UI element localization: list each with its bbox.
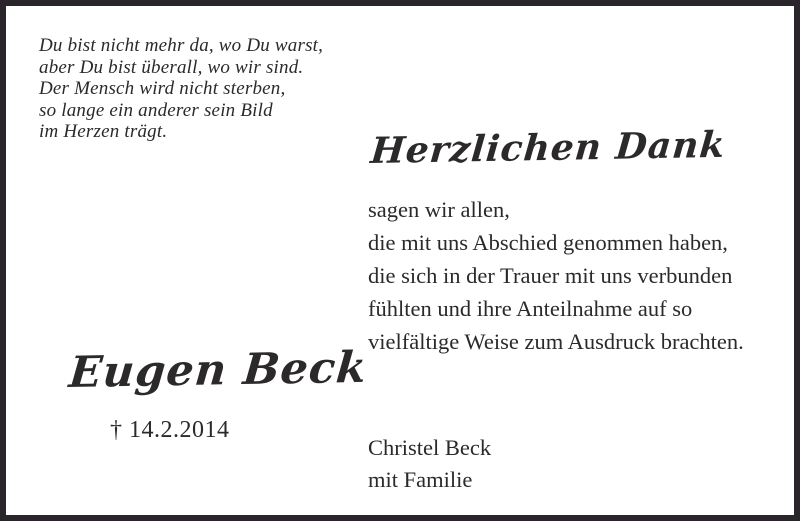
thanks-line: die mit uns Abschied genommen haben, [368, 230, 728, 255]
poem-line: im Herzen trägt. [39, 121, 168, 142]
signature-block [368, 432, 491, 496]
poem-line: Du bist nicht mehr da, wo Du warst, [39, 35, 324, 56]
thanks-line: vielfältige Weise zum Ausdruck brachten. [368, 329, 744, 354]
death-date: † 14.2.2014 [110, 417, 230, 443]
thanks-line: sagen wir allen, [368, 197, 510, 222]
poem-line: aber Du bist überall, wo wir sind. [39, 56, 304, 78]
deceased-name: Eugen Beck [67, 342, 370, 398]
poem-line: so lange ein anderer sein Bild [39, 99, 273, 121]
signature-line: mit Familie [368, 467, 473, 492]
thanks-line: die sich in der Trauer mit uns verbunden [368, 263, 733, 288]
headline-herzlichen-dank: Herzlichen Dank [369, 123, 728, 172]
signature-line: Christel Beck [368, 435, 492, 460]
memorial-poem [39, 35, 323, 143]
thanks-line: fühlten und ihre Anteilnahme auf so [368, 296, 693, 321]
thanks-text [368, 193, 744, 358]
poem-line: Der Mensch wird nicht sterben, [39, 78, 286, 99]
